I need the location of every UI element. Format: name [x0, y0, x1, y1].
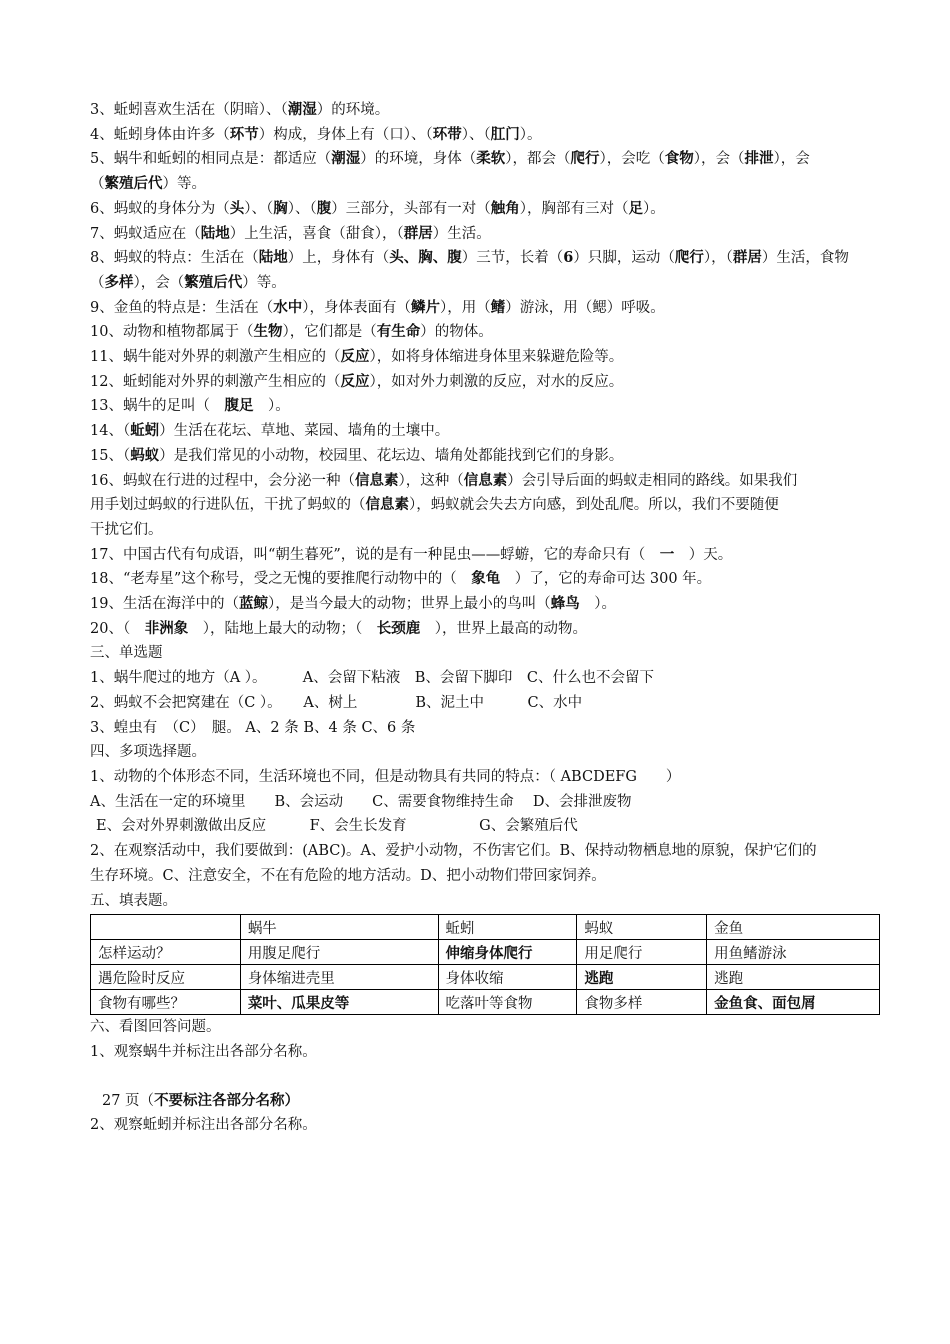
line-text: 14、（	[90, 423, 131, 440]
answer-text: 腹	[316, 199, 332, 217]
line-text: ），会（	[133, 274, 185, 291]
line-text: ）三节，长着（	[461, 250, 564, 267]
line-text: ），用（	[439, 299, 491, 316]
answer-text: 肛门	[490, 125, 520, 143]
line-text: 2、蚂蚁不会把窝建在（C ）。 A、树上 B、泥土中 C、水中	[90, 694, 583, 711]
line-text: 16、蚂蚁在行进的过程中，会分泌一种（	[90, 472, 355, 489]
line-text: （	[90, 176, 105, 193]
line-text: ）的环境，身体（	[360, 151, 477, 168]
answer-text: 蚯蚓	[130, 422, 160, 440]
text-line	[90, 592, 882, 617]
text-line	[90, 1015, 882, 1040]
line-text: ）。	[253, 398, 290, 415]
text-line	[90, 296, 882, 321]
answer-text: 柔软	[476, 150, 506, 168]
line-text: ）生活在花坛、草地、菜园、墙角的土壤中。	[159, 423, 450, 440]
answer-text: 鳞片	[410, 298, 440, 316]
text-line	[90, 543, 882, 568]
line-text: ），（	[703, 250, 733, 267]
line-text: ）构成，身体上有（口）、（	[258, 126, 433, 143]
line-text: 8、蚂蚁的特点：生活在（	[90, 250, 259, 267]
answer-text: 潮湿	[331, 150, 361, 168]
line-text: 干扰它们。	[90, 521, 163, 538]
answer-text: 信息素	[354, 471, 399, 489]
line-text: E、会对外界刺激做出反应 F、会生长发育 G、会繁殖后代	[96, 818, 578, 835]
answer-text: 多样	[104, 273, 134, 291]
line-text: ），它们都是（	[282, 324, 377, 341]
line-text: ），这种（	[398, 472, 464, 489]
line-text: ）的环境。	[316, 102, 390, 118]
line-text: ），世界上最高的动物。	[420, 620, 587, 637]
table-header-cell: 蜗牛	[240, 915, 438, 940]
table-cell: 用腹足爬行	[240, 940, 438, 965]
line-text: ）上生活，喜食（甜食），（	[229, 225, 404, 242]
line-text: 六、看图回答问题。	[90, 1019, 221, 1036]
answer-text: 排泄	[744, 150, 774, 168]
answer-text: 胸	[273, 199, 288, 217]
line-text: 17、中国古代有句成语，叫“朝生暮死”，说的是有一种昆虫——蜉蝣，它的寿命只有（	[90, 546, 660, 563]
line-text: 2、在观察活动中，我们要做到：(ABC)。A、爱护小动物，不伤害它们。B、保持动物栖息地的原貌，保护它们的	[90, 843, 817, 860]
line-text: ）是我们常见的小动物，校园里、花坛边、墙角处都能找到它们的身影。	[159, 447, 624, 464]
table-header-cell: 蚯蚓	[438, 915, 577, 940]
answer-text: 繁殖后代	[104, 175, 163, 193]
text-line	[90, 246, 882, 271]
table-cell: 用鱼鳍游泳	[707, 940, 880, 965]
table-cell: 菜叶、瓜果皮等	[240, 990, 438, 1015]
line-text: 1、观察蜗牛并标注出各部分名称。	[90, 1043, 317, 1060]
line-text: ），身体表面有（	[302, 299, 411, 316]
answer-text: 蓝鲸	[238, 595, 268, 613]
line-text: ），会	[773, 151, 810, 168]
answer-text: 水中	[273, 298, 303, 316]
text-line	[90, 790, 882, 815]
answer-text: 群居	[403, 224, 433, 242]
answer-text: 腹足	[224, 397, 254, 415]
text-line	[90, 1113, 882, 1138]
bottom-lines	[90, 1015, 882, 1138]
line-text: ）、（	[244, 200, 274, 217]
table-header-row	[91, 915, 880, 940]
answer-text: 反应	[340, 372, 370, 390]
line-text: ）。	[579, 596, 616, 613]
text-line	[90, 740, 882, 765]
answer-text: 反应	[340, 348, 370, 366]
line-text: 1、蜗牛爬过的地方（A ）。 A、会留下粘液 B、会留下脚印 C、什么也不会留下	[90, 670, 655, 687]
line-text: 19、生活在海洋中的（	[90, 596, 239, 613]
line-text: ）、（	[461, 126, 491, 143]
text-line	[90, 567, 882, 592]
line-text: ）会引导后面的蚂蚁走相同的路线。如果我们	[507, 472, 798, 489]
table-cell: 怎样运动？	[91, 940, 241, 965]
spacer	[90, 1065, 882, 1089]
document-page	[90, 98, 882, 1138]
table-cell: 金鱼食、面包屑	[707, 990, 880, 1015]
line-text: ）游泳，用（鳃）呼吸。	[505, 299, 665, 316]
line-text: ），会吃（	[599, 151, 665, 168]
text-line	[90, 370, 882, 395]
line-text: ）。	[519, 126, 542, 143]
text-line	[90, 98, 882, 123]
line-text: ）。	[642, 200, 665, 217]
line-text: 3、蝗虫有 （C） 腿。 A、2 条 B、4 条 C、6 条	[90, 719, 416, 736]
text-line	[90, 691, 882, 716]
line-text: ），如对外力刺激的反应，对水的反应。	[369, 373, 624, 390]
line-text: ）生活。	[432, 225, 491, 242]
answer-text: 陆地	[200, 224, 230, 242]
text-line	[90, 1040, 882, 1065]
line-text: ），蚂蚁就会失去方向感，到处乱爬。所以，我们不要随便	[409, 497, 779, 514]
line-text: 2、观察蚯蚓并标注出各部分名称。	[90, 1117, 317, 1134]
text-line	[90, 320, 882, 345]
line-text: 27 页（	[102, 1092, 155, 1109]
line-text: ）了，它的寿命可达 300 年。	[500, 571, 712, 588]
line-text: 10、动物和植物都属于（	[90, 324, 254, 341]
line-text: 1、动物的个体形态不同，生活环境也不同，但是动物具有共同的特点：（ ABCDEFG ）	[90, 768, 681, 785]
line-text: 13、蜗牛的足叫（	[90, 398, 225, 415]
line-text: ）等。	[242, 274, 286, 291]
table-header-cell: 金鱼	[707, 915, 880, 940]
text-line	[90, 222, 882, 247]
table-cell: 食物多样	[577, 990, 707, 1015]
table-cell: 遇危险时反应	[91, 965, 241, 990]
line-text: ），陆地上最大的动物；（	[188, 620, 377, 637]
fill-table	[90, 914, 880, 1015]
line-text: 6、蚂蚁的身体分为（	[90, 200, 230, 217]
line-text: 12、蚯蚓能对外界的刺激产生相应的（	[90, 373, 341, 390]
answer-text: 食物	[664, 150, 694, 168]
text-line	[90, 839, 882, 864]
answer-text: 不要标注各部分名称	[154, 1091, 285, 1109]
answer-text: 信息素	[365, 496, 409, 514]
text-line	[90, 765, 882, 790]
line-text: ）只脚，运动（	[573, 250, 675, 267]
answer-text: 非洲象	[144, 619, 189, 637]
text-line	[90, 197, 882, 222]
text-line	[90, 641, 882, 666]
line-text: 15、（	[90, 447, 131, 464]
text-line	[90, 172, 882, 197]
answer-text: 一	[659, 545, 675, 563]
answer-text: 有生命	[376, 323, 421, 341]
answer-text: 头	[229, 199, 245, 217]
line-text: 四、多项选择题。	[90, 744, 206, 761]
text-line	[90, 444, 882, 469]
answer-text: 生物	[253, 323, 283, 341]
answer-text: ）	[284, 1091, 300, 1109]
line-text: ）三部分，头部有一对（	[331, 200, 491, 217]
line-text: ），会（	[693, 151, 745, 168]
line-text: ）上，身体有（	[287, 250, 390, 267]
answer-text: 蜂鸟	[550, 595, 580, 613]
answer-text: 长颈鹿	[376, 619, 421, 637]
answer-text: 陆地	[258, 249, 288, 267]
line-text: ），都会（	[505, 151, 571, 168]
text-line	[90, 271, 882, 296]
answer-text: 蚂蚁	[130, 446, 160, 464]
line-text: ）的物体。	[420, 324, 493, 341]
text-line	[90, 666, 882, 691]
answer-text: 群居	[732, 249, 762, 267]
text-line	[90, 147, 882, 172]
table-header-cell: 蚂蚁	[577, 915, 707, 940]
line-text: ）等。	[162, 176, 206, 193]
line-text: 用手划过蚂蚁的行进队伍，干扰了蚂蚁的（	[90, 497, 366, 514]
text-line	[90, 864, 882, 889]
line-text: 7、蚂蚁适应在（	[90, 225, 201, 242]
text-line	[90, 123, 882, 148]
text-line	[90, 493, 882, 518]
answer-text: 鳍	[490, 298, 506, 316]
answer-text: 信息素	[463, 471, 508, 489]
line-text: 3、蚯蚓喜欢生活在（阴暗）、（	[90, 102, 288, 118]
text-line	[90, 814, 882, 839]
line-text: 五、填表题。	[90, 892, 177, 909]
answer-lines	[90, 98, 882, 913]
table-cell: 伸缩身体爬行	[438, 940, 577, 965]
table-cell: 吃落叶等食物	[438, 990, 577, 1015]
table-cell: 身体缩进壳里	[240, 965, 438, 990]
line-text: ）、（	[287, 200, 317, 217]
text-line	[90, 394, 882, 419]
table-cell: 逃跑	[707, 965, 880, 990]
table-row	[91, 940, 880, 965]
table-cell: 逃跑	[577, 965, 707, 990]
answer-text: 爬行	[674, 249, 704, 267]
line-text: 20、（	[90, 620, 145, 637]
table-cell: 食物有哪些？	[91, 990, 241, 1015]
line-text: ），是当今最大的动物；世界上最小的鸟叫（	[267, 596, 551, 613]
text-line	[90, 345, 882, 370]
answer-text: 爬行	[570, 150, 600, 168]
answer-text: 潮湿	[287, 101, 317, 118]
answer-text: 象龟	[471, 570, 501, 588]
line-text: ），胸部有三对（	[519, 200, 629, 217]
line-text: A、生活在一定的环境里 B、会运动 C、需要食物维持生命 D、会排泄废物	[90, 793, 632, 810]
text-line	[90, 617, 882, 642]
line-text: 三、单选题	[90, 645, 163, 662]
line-text: 5、蜗牛和蚯蚓的相同点是：都适应（	[90, 151, 332, 168]
answer-text: 6	[563, 249, 574, 267]
text-line	[90, 716, 882, 741]
text-line	[90, 1089, 882, 1114]
line-text: ）天。	[674, 546, 733, 563]
line-text: （	[90, 274, 105, 291]
line-text: 9、金鱼的特点是：生活在（	[90, 299, 274, 316]
answer-text: 头、胸、腹	[389, 249, 462, 267]
line-text: 11、蜗牛能对外界的刺激产生相应的（	[90, 349, 341, 366]
answer-text: 触角	[490, 199, 520, 217]
table-cell: 身体收缩	[438, 965, 577, 990]
line-text: ），如将身体缩进身体里来躲避危险等。	[369, 349, 624, 366]
text-line	[90, 518, 882, 543]
answer-text: 足	[628, 199, 643, 217]
text-line	[90, 419, 882, 444]
line-text: 生存环境。C、注意安全，不在有危险的地方活动。D、把小动物们带回家饲养。	[90, 867, 606, 884]
answer-text: 环带	[432, 125, 462, 143]
table-header-cell	[91, 915, 241, 940]
answer-text: 繁殖后代	[184, 273, 243, 291]
line-text: 4、蚯蚓身体由许多（	[90, 126, 230, 143]
line-text: 18、“老寿星”这个称号，受之无愧的要推爬行动物中的（	[90, 571, 472, 588]
table-row	[91, 990, 880, 1015]
table-row	[91, 965, 880, 990]
text-line	[90, 469, 882, 494]
line-text: ）生活，食物	[761, 250, 849, 267]
answer-text: 环节	[229, 125, 259, 143]
table-cell: 用足爬行	[577, 940, 707, 965]
text-line	[90, 889, 882, 914]
